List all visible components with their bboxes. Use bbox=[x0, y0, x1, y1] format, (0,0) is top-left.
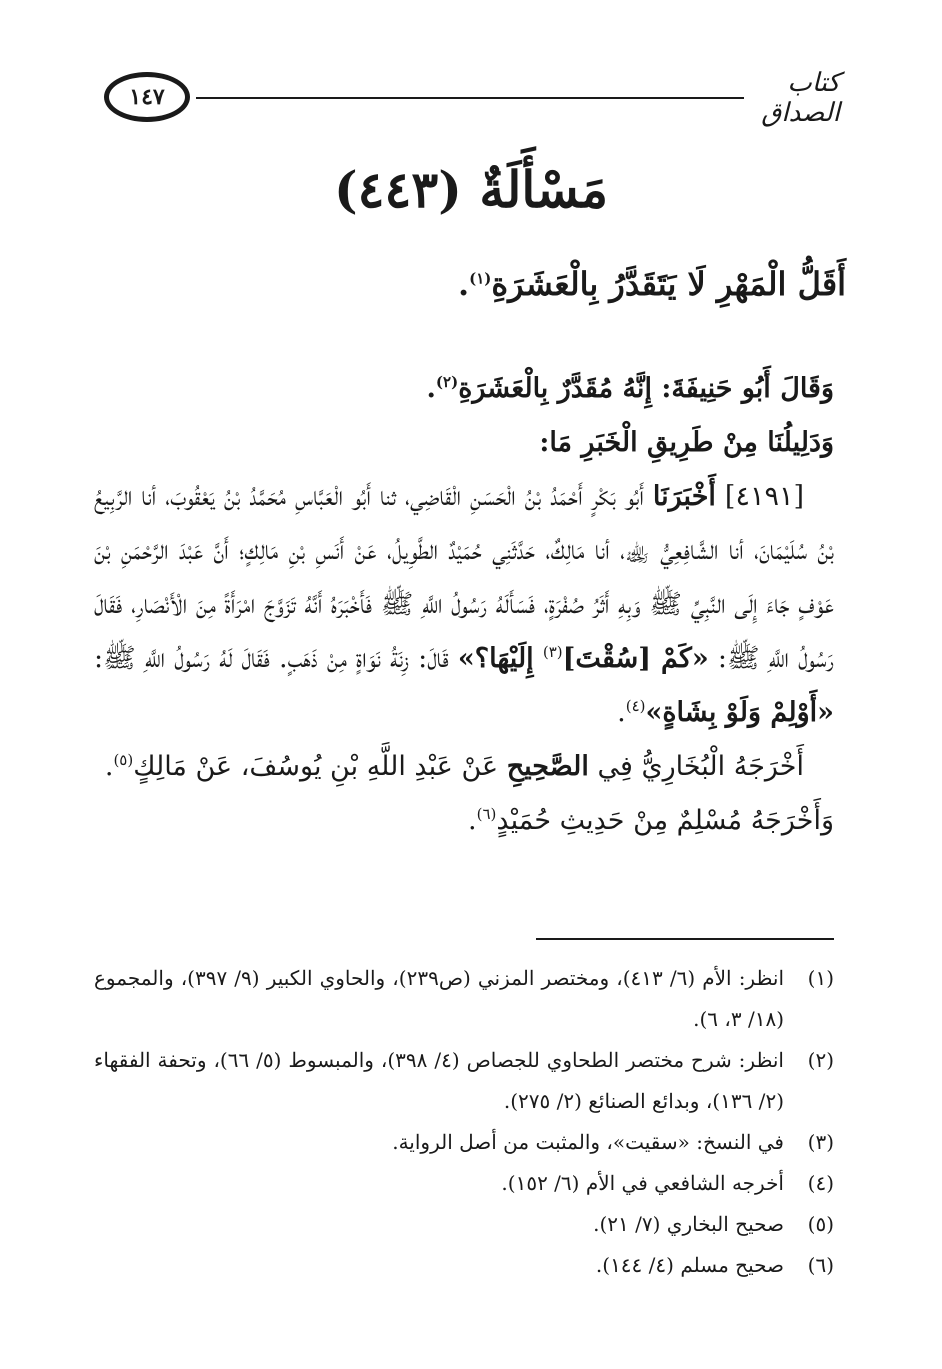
footnote-number: (١) bbox=[807, 966, 834, 990]
bukhari-text-b: عَنْ عَبْدِ اللَّهِ بْنِ يُوسُفَ، عَنْ مَالِكٍ bbox=[133, 751, 499, 782]
footnote-text: في النسخ: «سقيت»، والمثبت من أصل الرواية. bbox=[392, 1130, 784, 1154]
hadith-text-1: أَبُو بَكْرٍ أَحْمَدُ بْنُ الْحَسَنِ الْقَاضِي، ثنا أَبُو الْعَبَّاسِ مُحَمَّدُ بْنُ يَعْقُوبَ، أنا الرَّبِيعُ بْنُ سُلَيْمَانَ، أنا الشَّافِعِيُّ ﵀، أنا مَالِكٌ، حَدَّثَنِي حُمَيْدٌ الطَّوِيلُ، عَنْ أَنَسِ بْنِ مَالِكٍ؛ أَنَّ عَبْدَ الرَّحْمَنِ بْنَ عَوْفٍ جَاءَ إِلَى النَّبِيِّ ﷺ وَبِهِ أَثَرُ صُفْرَةٍ، فَسَأَلَهُ رَسُولُ اللَّهِ ﷺ فَأَخْبَرَهُ أَنَّهُ تَزَوَّجَ امْرَأَةً مِنَ الْأَنْصَارِ، فَقَالَ رَسُولُ اللَّهِ ﷺ: bbox=[94, 481, 834, 674]
footnote-text: انظر: الأم (٦/ ٤١٣)، ومختصر المزني (ص٢٣٩)، والحاوي الكبير (٩/ ٣٩٧)، والمجموع (١٨/ ٣، ٦). bbox=[94, 966, 784, 1031]
hadith-quote-1b: إِلَيْهَا؟» bbox=[457, 643, 534, 674]
footnotes bbox=[94, 958, 834, 1286]
paragraph-muslim: وَأَخْرَجَهُ مُسْلِمٌ مِنْ حَدِيثِ حُمَيْدٍ$^{(٦)}$. bbox=[468, 805, 834, 836]
footnote-ref: (٦) bbox=[476, 805, 497, 823]
footnote-text: صحيح البخاري (٧/ ٢١). bbox=[593, 1212, 784, 1236]
footnote-ref: (٤) bbox=[625, 697, 646, 715]
hadith-number: [٤١٩١] bbox=[724, 481, 804, 512]
footnote-number: (٣) bbox=[807, 1130, 834, 1154]
footnote-ref: (٥) bbox=[113, 751, 134, 769]
footnote-number: (٢) bbox=[807, 1048, 834, 1072]
page-number: ١٤٧ bbox=[104, 72, 190, 122]
subtitle-text: أَقَلُّ الْمَهْرِ لَا يَتَقَدَّرُ بِالْعَشَرَةِ bbox=[491, 265, 846, 303]
footnote-number: (٥) bbox=[807, 1212, 834, 1236]
footnote-ref: (١) bbox=[469, 269, 492, 288]
body-text bbox=[94, 362, 834, 848]
footnote-number: (٤) bbox=[807, 1171, 834, 1195]
footnote-item bbox=[94, 958, 834, 1040]
header-rule bbox=[196, 97, 744, 99]
footnote-item bbox=[94, 1163, 834, 1204]
footnote-text: أخرجه الشافعي في الأم (٦/ ١٥٢). bbox=[501, 1171, 784, 1195]
hadith-quote-1: «كَمْ [سُقْتَ] bbox=[562, 643, 709, 674]
bukhari-text-a: أَخْرَجَهُ الْبُخَارِيُّ فِي bbox=[597, 751, 804, 782]
page-header bbox=[100, 66, 840, 126]
hadith-lead: أَخْبَرَنَا bbox=[652, 481, 716, 512]
masala-title: مَسْأَلَةٌ (٤٤٣) bbox=[334, 160, 608, 219]
footnote-text: انظر: شرح مختصر الطحاوي للجصاص (٤/ ٣٩٨)، والمبسوط (٥/ ٦٦)، وتحفة الفقهاء (٢/ ١٣٦)، وبدائع الصنائع (٢/ ٢٧٥). bbox=[94, 1048, 784, 1113]
footnote-ref: (٣) bbox=[542, 643, 563, 661]
hadith-text-2: قَالَ: زِنَةُ نَوَاةٍ مِنْ ذَهَبٍ. فَقَالَ لَهُ رَسُولُ اللَّهِ ﷺ: bbox=[94, 643, 449, 674]
footnote-item bbox=[94, 1122, 834, 1163]
footnote-item bbox=[94, 1040, 834, 1122]
paragraph-abu-hanifa: وَقَالَ أَبُو حَنِيفَةَ: إِنَّهُ مُقَدَّرٌ بِالْعَشَرَةِ$^{(٢)}$. bbox=[426, 373, 834, 404]
footnote-separator bbox=[536, 938, 834, 940]
paragraph-evidence: وَدَلِيلُنَا مِنْ طَرِيقِ الْخَبَرِ مَا: bbox=[539, 427, 834, 458]
footnote-text: صحيح مسلم (٤/ ١٤٤). bbox=[595, 1253, 784, 1277]
footnote-ref: (٢) bbox=[435, 373, 459, 391]
footnote-number: (٦) bbox=[807, 1253, 834, 1277]
book-title: كتاب الصداق bbox=[761, 68, 840, 128]
hadith-quote-2: «أَوْلِمْ وَلَوْ بِشَاةٍ» bbox=[645, 697, 834, 728]
footnote-item bbox=[94, 1204, 834, 1245]
muslim-text: وَأَخْرَجَهُ مُسْلِمٌ مِنْ حَدِيثِ حُمَيْدٍ bbox=[496, 805, 834, 836]
bukhari-sahih: الصَّحِيحِ bbox=[506, 751, 589, 782]
paragraph-bukhari: أَخْرَجَهُ الْبُخَارِيُّ فِي الصَّحِيحِ عَنْ عَبْدِ اللَّهِ بْنِ يُوسُفَ، عَنْ مَالِكٍ$^{(٥)}$. bbox=[104, 751, 804, 782]
masala-subtitle: أَقَلُّ الْمَهْرِ لَا يَتَقَدَّرُ بِالْعَشَرَةِ$^{(١)}$. bbox=[457, 265, 846, 303]
abu-hanifa-text: وَقَالَ أَبُو حَنِيفَةَ: إِنَّهُ مُقَدَّرٌ بِالْعَشَرَةِ bbox=[458, 373, 834, 404]
paragraph-hadith: [٤١٩١] أَخْبَرَنَا أَبُو بَكْرٍ أَحْمَدُ بْنُ الْحَسَنِ الْقَاضِي، ثنا أَبُو الْعَبَّاسِ مُحَمَّدُ بْنُ يَعْقُوبَ، أنا الرَّبِيعُ بْنُ سُلَيْمَانَ، أنا الشَّافِعِيُّ ﵀، أنا مَالِكٌ، حَدَّثَنِي حُمَيْدٌ الطَّوِيلُ، عَنْ أَنَسِ بْنِ مَالِكٍ؛ أَنَّ عَبْدَ الرَّحْمَنِ بْنَ عَوْفٍ جَاءَ إِلَى النَّبِيِّ ﷺ وَبِهِ أَثَرُ صُفْرَةٍ، فَسَأَلَهُ رَسُولُ اللَّهِ ﷺ فَأَخْبَرَهُ أَنَّهُ تَزَوَّجَ امْرَأَةً مِنَ الْأَنْصَارِ، فَقَالَ رَسُولُ اللَّهِ ﷺ: «كَمْ [سُقْتَ]$^{(٣)}$ إِلَيْهَا؟» قَالَ: زِنَةُ نَوَاةٍ مِنْ ذَهَبٍ. فَقَالَ لَهُ رَسُولُ اللَّهِ ﷺ: «أَوْلِمْ وَلَوْ بِشَاةٍ»$^{(٤)}$. bbox=[94, 481, 834, 728]
footnote-item bbox=[94, 1245, 834, 1286]
